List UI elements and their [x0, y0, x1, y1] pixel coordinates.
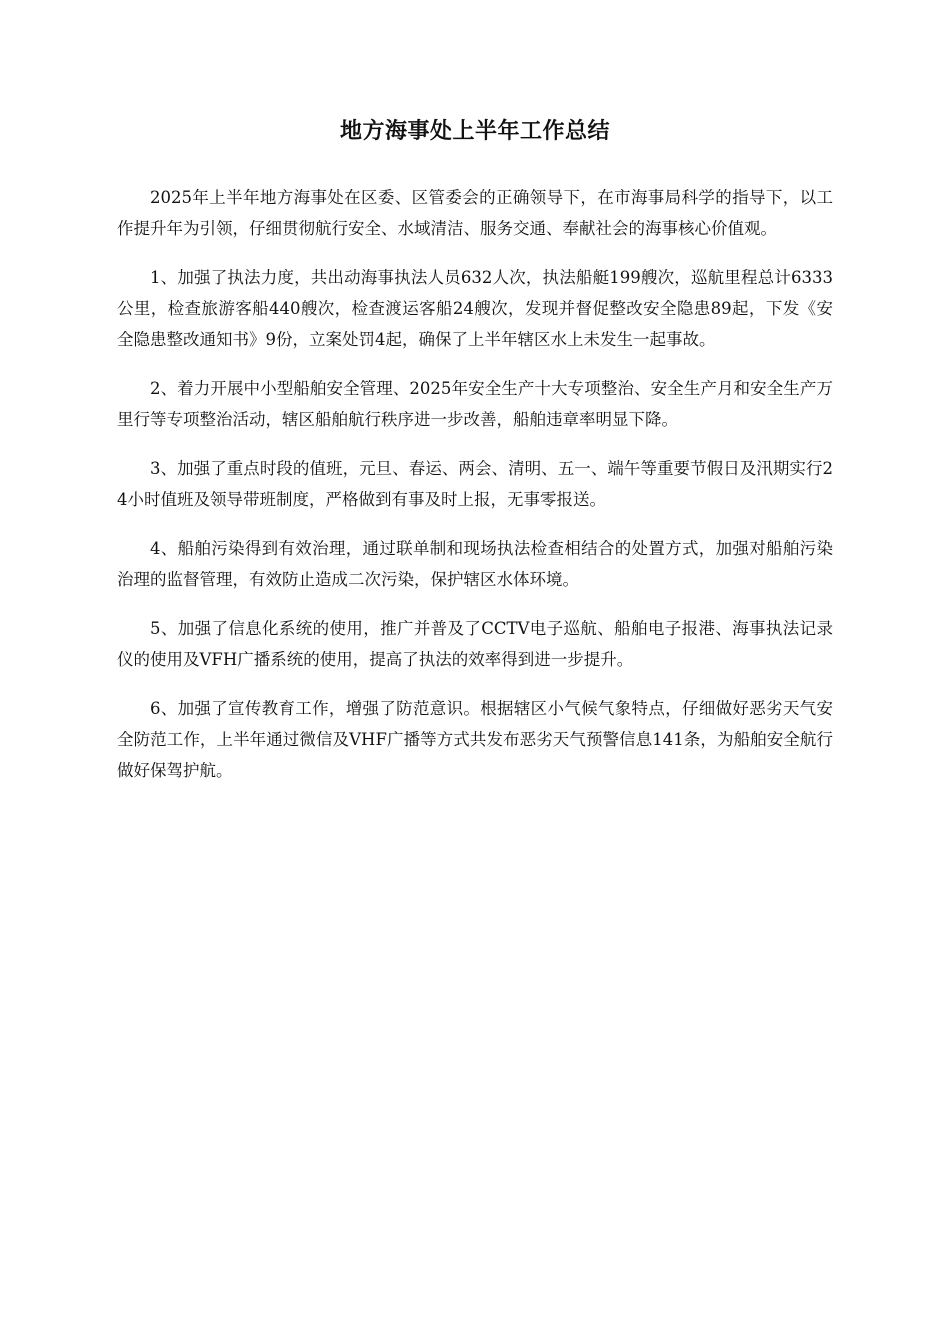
document-title: 地方海事处上半年工作总结 [339, 119, 610, 144]
paragraph-item-3: 3、加强了重点时段的值班，元旦、春运、两会、清明、五一、端午等重要节假日及汛期实行24小时值班及领导带班制度，严格做到有事及时上报，无事零报送。 [117, 459, 833, 509]
paragraph-item-2: 2、着力开展中小型船舶安全管理、2025年安全生产十大专项整治、安全生产月和安全生产万里行等专项整治活动，辖区船舶航行秩序进一步改善，船舶违章率明显下降。 [117, 379, 833, 429]
paragraph-item-4: 4、船舶污染得到有效治理，通过联单制和现场执法检查相结合的处置方式，加强对船舶污染治理的监督管理，有效防止造成二次污染，保护辖区水体环境。 [117, 539, 833, 589]
paragraph-item-1: 1、加强了执法力度，共出动海事执法人员632人次，执法船艇199艘次，巡航里程总计6333公里，检查旅游客船440艘次，检查渡运客船24艘次，发现并督促整改安全隐患89起，下发《安全隐患整改通知书》9份，立案处罚4起，确保了上半年辖区水上未发生一起事故。 [117, 268, 833, 349]
paragraph-item-5: 5、加强了信息化系统的使用，推广并普及了CCTV电子巡航、船舶电子报港、海事执法记录仪的使用及VFH广播系统的使用，提高了执法的效率得到进一步提升。 [117, 619, 833, 669]
document-body [117, 182, 833, 804]
paragraph-item-6: 6、加强了宣传教育工作，增强了防范意识。根据辖区小气候气象特点，仔细做好恶劣天气安全防范工作，上半年通过微信及VHF广播等方式共发布恶劣天气预警信息141条，为船舶安全航行做好保驾护航。 [117, 699, 833, 780]
paragraph-intro: 2025年上半年地方海事处在区委、区管委会的正确领导下，在市海事局科学的指导下，以工作提升年为引领，仔细贯彻航行安全、水域清洁、服务交通、奉献社会的海事核心价值观。 [117, 188, 833, 238]
